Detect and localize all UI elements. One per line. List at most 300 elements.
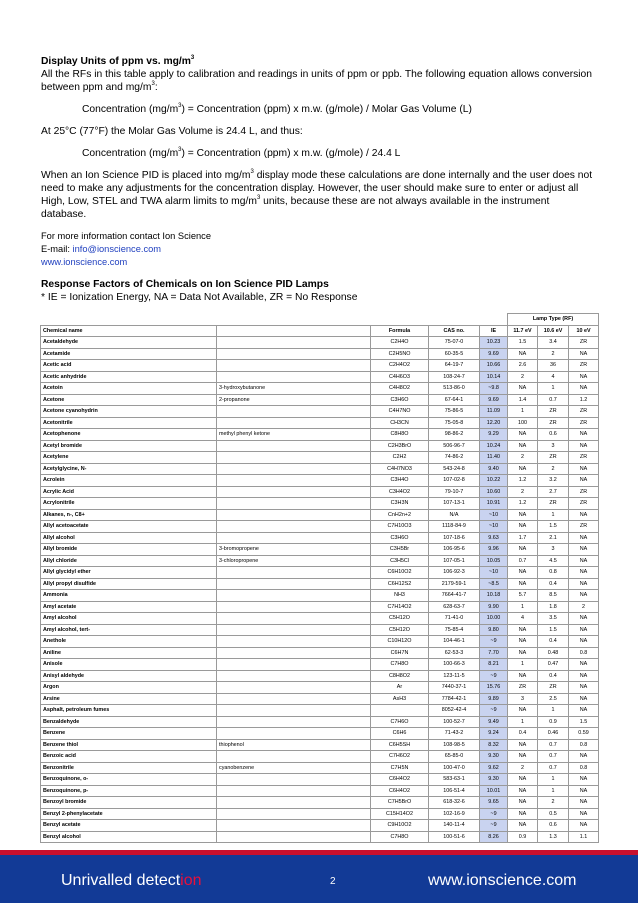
table-cell: 2.7 — [538, 486, 569, 498]
table-cell: 8052-42-4 — [429, 705, 480, 717]
table-cell — [217, 498, 371, 510]
table-cell: C7H14O2 — [371, 601, 429, 613]
table-cell: 9.30 — [480, 774, 508, 786]
table-cell: 618-32-6 — [429, 797, 480, 809]
table-cell: NA — [508, 463, 538, 475]
table-cell: NA — [508, 705, 538, 717]
table-cell: 10.05 — [480, 555, 508, 567]
table-cell: NA — [508, 636, 538, 648]
table-cell: 1 — [538, 509, 569, 521]
table-cell: ~10 — [480, 521, 508, 533]
table-row — [41, 498, 599, 510]
table-cell: NA — [508, 578, 538, 590]
table-cell: 0.5 — [538, 808, 569, 820]
table-cell: ZR — [569, 417, 599, 429]
table-row — [41, 601, 599, 613]
table-row — [41, 509, 599, 521]
table-cell: 7.70 — [480, 647, 508, 659]
table-cell — [217, 452, 371, 464]
table-cell: 3.2 — [538, 475, 569, 487]
table-cell: C3H4O — [371, 475, 429, 487]
table-cell — [217, 567, 371, 579]
table-cell: 9.29 — [480, 429, 508, 441]
table-cell: NH3 — [371, 590, 429, 602]
table-row — [41, 762, 599, 774]
conversion-equation-2: Concentration $(mg/m^3)$ = Concentration (ppm) x m.w. (g/mole) / 24.4 L — [82, 147, 401, 159]
chemical-name-cell: Acetaldehyde — [41, 337, 217, 349]
table-cell: 2-propanone — [217, 394, 371, 406]
table-cell: 100-51-6 — [429, 831, 480, 843]
chemical-name-cell: Acrylic Acid — [41, 486, 217, 498]
table-row — [41, 337, 599, 349]
table-cell: NA — [569, 532, 599, 544]
chemical-name-cell: Benzoquinone, o- — [41, 774, 217, 786]
table-cell: 2 — [508, 371, 538, 383]
chemical-name-cell: Alkanes, n-, C8+ — [41, 509, 217, 521]
table-cell: 9.49 — [480, 716, 508, 728]
table-cell: NA — [508, 383, 538, 395]
table-cell: 9.80 — [480, 624, 508, 636]
chemical-name-cell: Acetylene — [41, 452, 217, 464]
table-cell: 9.24 — [480, 728, 508, 740]
chemical-name-cell: Allyl propyl disulfide — [41, 578, 217, 590]
table-cell: 1.2 — [569, 394, 599, 406]
conversion-equation-1: Concentration $(mg/m^3)$ = Concentration (ppm) x m.w. (g/mole) / Molar Gas Volume (L) — [82, 103, 472, 115]
table-row — [41, 705, 599, 717]
table-row — [41, 751, 599, 763]
chemical-name-cell: Allyl glycidyl ether — [41, 567, 217, 579]
table-cell — [217, 693, 371, 705]
table-cell: C6H6 — [371, 728, 429, 740]
table-cell: 543-24-8 — [429, 463, 480, 475]
table-cell: 1.5 — [569, 716, 599, 728]
table-row — [41, 647, 599, 659]
table-cell — [217, 716, 371, 728]
table-cell: C3H5Cl — [371, 555, 429, 567]
table-cell: NA — [569, 636, 599, 648]
table-cell: NA — [508, 670, 538, 682]
table-cell: 2.6 — [508, 360, 538, 372]
chemical-name-cell: Argon — [41, 682, 217, 694]
table-row — [41, 820, 599, 832]
table-cell: ZR — [538, 417, 569, 429]
table-cell: 1 — [508, 406, 538, 418]
table-cell: NA — [569, 682, 599, 694]
table-cell: C6H12S2 — [371, 578, 429, 590]
table-cell: NA — [569, 440, 599, 452]
table-cell: 1 — [508, 659, 538, 671]
table-cell: 0.46 — [538, 728, 569, 740]
table-cell: ZR — [569, 521, 599, 533]
table-cell — [217, 360, 371, 372]
table-cell: CnH2n+2 — [371, 509, 429, 521]
table-cell — [217, 371, 371, 383]
table-cell: 1.5 — [508, 337, 538, 349]
table-cell: 2 — [538, 797, 569, 809]
table-cell: NA — [569, 774, 599, 786]
table-cell: 0.9 — [508, 831, 538, 843]
table-cell: 75-07-0 — [429, 337, 480, 349]
table-cell: 3.4 — [538, 337, 569, 349]
table-cell: 9.63 — [480, 532, 508, 544]
table-cell: 0.4 — [538, 636, 569, 648]
column-header: 10 eV — [569, 325, 599, 337]
table-cell: 0.7 — [538, 751, 569, 763]
table-cell: 75-86-5 — [429, 406, 480, 418]
table-row — [41, 578, 599, 590]
table-cell: Ar — [371, 682, 429, 694]
table-row — [41, 636, 599, 648]
chemical-name-cell: Amyl alcohol — [41, 613, 217, 625]
table-cell — [217, 532, 371, 544]
table-cell: ~9 — [480, 670, 508, 682]
footer-website-link[interactable]: www.ionscience.com — [428, 872, 577, 889]
chemical-name-cell: Acetylglycine, N- — [41, 463, 217, 475]
table-cell: C5H12O — [371, 613, 429, 625]
display-units-heading: Display Units of ppm vs. $mg/m^3$ — [41, 55, 195, 67]
table-cell: 9.65 — [480, 797, 508, 809]
table-cell — [217, 682, 371, 694]
table-row — [41, 394, 599, 406]
rf-heading: Response Factors of Chemicals on Ion Science PID Lamps — [41, 279, 329, 290]
table-cell: 3.5 — [538, 613, 569, 625]
chemical-name-cell: Asphalt, petroleum fumes — [41, 705, 217, 717]
table-cell: C2H2 — [371, 452, 429, 464]
table-cell: 1.2 — [508, 498, 538, 510]
table-cell — [217, 659, 371, 671]
chemical-name-cell: Acetyl bromide — [41, 440, 217, 452]
table-cell: 106-51-4 — [429, 785, 480, 797]
table-cell: 0.8 — [569, 762, 599, 774]
table-row — [41, 682, 599, 694]
table-cell: C2H4O2 — [371, 360, 429, 372]
table-cell: 10.00 — [480, 613, 508, 625]
table-cell: 15.76 — [480, 682, 508, 694]
table-cell: NA — [508, 521, 538, 533]
table-row — [41, 360, 599, 372]
table-cell: 100-47-0 — [429, 762, 480, 774]
table-cell: 98-86-2 — [429, 429, 480, 441]
table-cell: NA — [569, 567, 599, 579]
table-cell — [217, 670, 371, 682]
table-cell: ZR — [569, 360, 599, 372]
chemical-name-cell: Ammonia — [41, 590, 217, 602]
table-row — [41, 475, 599, 487]
table-cell: ZR — [569, 406, 599, 418]
table-cell — [217, 406, 371, 418]
table-cell: 1 — [538, 785, 569, 797]
table-cell: 583-63-1 — [429, 774, 480, 786]
table-cell: 2 — [569, 601, 599, 613]
table-cell: C7H6O — [371, 716, 429, 728]
table-row — [41, 797, 599, 809]
table-cell: ZR — [569, 498, 599, 510]
table-cell: NA — [508, 647, 538, 659]
table-row — [41, 728, 599, 740]
table-cell: 0.59 — [569, 728, 599, 740]
table-cell: 2 — [508, 452, 538, 464]
table-cell: 3-hydroxybutanone — [217, 383, 371, 395]
table-cell: NA — [569, 659, 599, 671]
table-cell: ZR — [538, 682, 569, 694]
table-cell: C7H6O2 — [371, 751, 429, 763]
table-cell: 1.1 — [569, 831, 599, 843]
table-row — [41, 544, 599, 556]
column-header: 11.7 eV — [508, 325, 538, 337]
table-cell: 9.89 — [480, 693, 508, 705]
table-cell: 107-02-8 — [429, 475, 480, 487]
column-header-row — [41, 325, 599, 337]
table-cell — [217, 728, 371, 740]
table-cell: C7H10O3 — [371, 521, 429, 533]
table-cell — [217, 785, 371, 797]
table-cell — [217, 636, 371, 648]
chemical-name-cell: Allyl acetoacetate — [41, 521, 217, 533]
response-factor-table — [40, 313, 599, 843]
table-row — [41, 774, 599, 786]
table-row — [41, 590, 599, 602]
table-cell: 3 — [538, 544, 569, 556]
table-cell: NA — [569, 371, 599, 383]
table-cell: C2H3BrO — [371, 440, 429, 452]
table-cell: 0.4 — [538, 670, 569, 682]
chemical-name-cell: Aniline — [41, 647, 217, 659]
table-cell: 1 — [538, 705, 569, 717]
table-cell: ~9 — [480, 820, 508, 832]
table-cell: 0.6 — [538, 429, 569, 441]
table-cell: 8.21 — [480, 659, 508, 671]
table-cell: ~9.8 — [480, 383, 508, 395]
table-cell: NA — [508, 509, 538, 521]
table-cell: 10.22 — [480, 475, 508, 487]
table-cell — [217, 578, 371, 590]
email-link[interactable]: info@ionscience.com — [72, 244, 162, 254]
table-cell: 1.4 — [508, 394, 538, 406]
chemical-name-cell: Benzyl alcohol — [41, 831, 217, 843]
table-cell — [217, 601, 371, 613]
table-cell: NA — [508, 751, 538, 763]
table-cell: NA — [569, 613, 599, 625]
table-cell: 65-85-0 — [429, 751, 480, 763]
chemical-name-cell: Amyl alcohol, tert- — [41, 624, 217, 636]
table-row — [41, 452, 599, 464]
chemical-name-cell: Benzaldehyde — [41, 716, 217, 728]
table-row — [41, 785, 599, 797]
table-cell: 4 — [538, 371, 569, 383]
table-cell — [217, 624, 371, 636]
table-cell: 1 — [538, 383, 569, 395]
table-cell: 64-19-7 — [429, 360, 480, 372]
table-cell — [217, 590, 371, 602]
table-cell: 0.7 — [508, 555, 538, 567]
chemical-name-cell: Allyl alcohol — [41, 532, 217, 544]
table-cell: NA — [569, 429, 599, 441]
chemical-name-cell: Acetone cyanohydrin — [41, 406, 217, 418]
table-cell: 12.20 — [480, 417, 508, 429]
table-row — [41, 670, 599, 682]
table-cell: 75-85-4 — [429, 624, 480, 636]
table-cell: NA — [508, 440, 538, 452]
chemical-name-cell: Benzyl acetate — [41, 820, 217, 832]
website-link[interactable]: www.ionscience.com — [41, 257, 128, 267]
table-cell: ~9 — [480, 808, 508, 820]
table-cell: 0.7 — [538, 762, 569, 774]
table-cell: C3H6O — [371, 532, 429, 544]
table-cell: C8H8O — [371, 429, 429, 441]
table-cell: thiophenol — [217, 739, 371, 751]
table-cell: 0.8 — [538, 567, 569, 579]
table-cell: NA — [569, 808, 599, 820]
table-cell: C7H5BrO — [371, 797, 429, 809]
table-cell: 36 — [538, 360, 569, 372]
table-cell: 10.14 — [480, 371, 508, 383]
table-cell: C7H8O — [371, 831, 429, 843]
table-cell: 4.5 — [538, 555, 569, 567]
table-cell: ZR — [538, 406, 569, 418]
table-cell: 1118-84-9 — [429, 521, 480, 533]
table-cell: C7H8O — [371, 659, 429, 671]
molar-volume-paragraph: At 25°C (77°F) the Molar Gas Volume is 24.4 L, and thus: — [41, 126, 303, 137]
table-cell: 74-86-2 — [429, 452, 480, 464]
chemical-name-cell: Acetic anhydride — [41, 371, 217, 383]
table-cell: 8.32 — [480, 739, 508, 751]
table-cell: C3H5Br — [371, 544, 429, 556]
table-cell — [217, 751, 371, 763]
table-cell: NA — [569, 578, 599, 590]
table-cell: 1 — [508, 716, 538, 728]
table-cell: NA — [569, 475, 599, 487]
chemical-name-cell: Benzene thiol — [41, 739, 217, 751]
table-cell: ZR — [569, 452, 599, 464]
table-cell: 79-10-7 — [429, 486, 480, 498]
table-row — [41, 624, 599, 636]
table-cell: C4H7NO3 — [371, 463, 429, 475]
table-cell — [217, 808, 371, 820]
table-row — [41, 693, 599, 705]
table-cell: NA — [508, 808, 538, 820]
table-cell: 9.40 — [480, 463, 508, 475]
table-cell: NA — [569, 820, 599, 832]
table-cell: 67-64-1 — [429, 394, 480, 406]
chemical-name-cell: Allyl bromide — [41, 544, 217, 556]
table-cell: NA — [569, 797, 599, 809]
chemical-name-cell: Arsine — [41, 693, 217, 705]
table-cell: 0.6 — [538, 820, 569, 832]
table-cell: 1 — [508, 601, 538, 613]
table-cell: 9.69 — [480, 394, 508, 406]
table-cell: NA — [569, 348, 599, 360]
table-cell: 0.7 — [538, 739, 569, 751]
table-cell: ZR — [538, 498, 569, 510]
table-row — [41, 555, 599, 567]
table-cell: 102-16-9 — [429, 808, 480, 820]
table-row — [41, 739, 599, 751]
table-cell: ZR — [508, 682, 538, 694]
table-cell: ~10 — [480, 509, 508, 521]
table-cell: C3H3N — [371, 498, 429, 510]
table-cell: NA — [569, 544, 599, 556]
table-cell: 2 — [508, 486, 538, 498]
chemical-name-cell: Acetoin — [41, 383, 217, 395]
table-cell: C2H5NO — [371, 348, 429, 360]
table-cell: 108-24-7 — [429, 371, 480, 383]
table-cell — [217, 348, 371, 360]
table-cell: C9H10O2 — [371, 820, 429, 832]
table-cell: 9.62 — [480, 762, 508, 774]
table-cell — [217, 417, 371, 429]
table-cell: 9.96 — [480, 544, 508, 556]
table-cell: NA — [569, 383, 599, 395]
table-cell: C3H6O — [371, 394, 429, 406]
column-header: Chemical name — [41, 325, 217, 337]
table-cell — [217, 521, 371, 533]
table-cell — [217, 509, 371, 521]
table-cell: 3-chloropropene — [217, 555, 371, 567]
display-mode-paragraph: When an Ion Science PID is placed into $mg/m^3$ display mode these calculations are done internally and the user does not need to make any adjustments for the concentration display. However, the user should make sure to enter or adjust all High, Low, STEL and TWA alarm limits to $mg/m^3$ units, because these are not always available in the instrument database. — [41, 169, 593, 220]
table-cell: 3-bromopropene — [217, 544, 371, 556]
chemical-name-cell: Acetamide — [41, 348, 217, 360]
table-cell: NA — [508, 544, 538, 556]
table-cell: C15H14O2 — [371, 808, 429, 820]
table-cell: C3H4O2 — [371, 486, 429, 498]
rf-note: * IE = Ionization Energy, NA = Data Not Available, ZR = No Response — [41, 292, 358, 303]
table-row — [41, 348, 599, 360]
table-cell — [217, 774, 371, 786]
contact-line: For more information contact Ion Science — [41, 231, 212, 241]
table-cell: 104-46-1 — [429, 636, 480, 648]
table-cell: 106-92-3 — [429, 567, 480, 579]
table-cell: 71-43-2 — [429, 728, 480, 740]
table-cell — [217, 613, 371, 625]
table-cell: NA — [569, 509, 599, 521]
table-cell: NA — [569, 624, 599, 636]
table-cell: 108-98-5 — [429, 739, 480, 751]
table-row — [41, 521, 599, 533]
table-cell: NA — [508, 348, 538, 360]
email-line: E-mail: info@ionscience.com — [41, 244, 162, 254]
table-cell — [217, 337, 371, 349]
table-cell: ~10 — [480, 567, 508, 579]
chemical-name-cell: Acetone — [41, 394, 217, 406]
table-cell: C6H4O2 — [371, 785, 429, 797]
table-cell: NA — [569, 785, 599, 797]
column-header: IE — [480, 325, 508, 337]
chemical-name-cell: Amyl acetate — [41, 601, 217, 613]
table-cell: CH3CN — [371, 417, 429, 429]
table-cell: NA — [508, 774, 538, 786]
table-cell: C7H5N — [371, 762, 429, 774]
table-cell: C10H12O — [371, 636, 429, 648]
table-cell: 11.40 — [480, 452, 508, 464]
table-cell: 123-11-5 — [429, 670, 480, 682]
column-header — [217, 325, 371, 337]
table-cell: NA — [569, 555, 599, 567]
table-cell: 1.5 — [538, 624, 569, 636]
table-cell: 3 — [508, 693, 538, 705]
table-cell: 8.26 — [480, 831, 508, 843]
table-cell: NA — [508, 567, 538, 579]
lamp-type-header-row — [41, 314, 599, 326]
table-cell — [217, 797, 371, 809]
table-cell: 0.7 — [538, 394, 569, 406]
table-cell — [217, 831, 371, 843]
table-cell: C8H8O2 — [371, 670, 429, 682]
lamp-type-label: Lamp Type (RF) — [508, 314, 599, 326]
table-cell: 10.18 — [480, 590, 508, 602]
table-cell: 506-96-7 — [429, 440, 480, 452]
table-cell: 0.4 — [538, 578, 569, 590]
table-cell: 2179-59-1 — [429, 578, 480, 590]
